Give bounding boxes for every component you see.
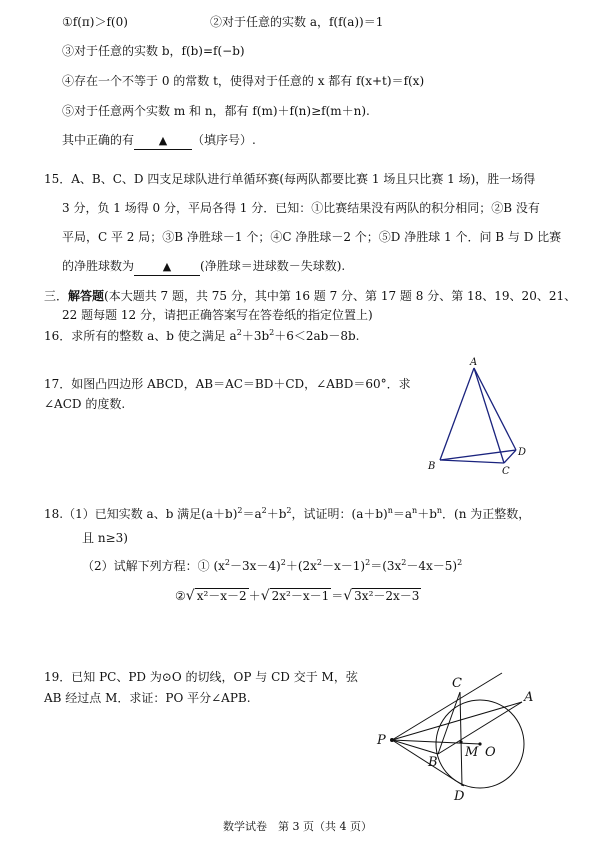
q18-eq2-label: ② (175, 589, 186, 603)
radical-sign-3: √ (343, 588, 353, 604)
q19-label-c: C (452, 676, 462, 691)
q18-eq2-plus: ＋ (248, 589, 261, 603)
q17-label-c: C (502, 466, 510, 476)
q15-line-2: 3 分，负 1 场得 0 分，平局各得 1 分．已知：①比赛结果没有两队的积分相同；②B 没有 (62, 201, 540, 215)
q18-part-2 (82, 558, 462, 574)
q17-label-b: B (428, 461, 436, 472)
q18-radicand-1: x²－x－2 (196, 589, 247, 603)
q16-text (44, 328, 359, 344)
q16-text-c: ＋6＜2ab－8b. (274, 329, 360, 343)
q18-p2-sup6: 2 (457, 558, 463, 567)
q19-point-p (390, 738, 394, 742)
q18-p1-sup3: 2 (286, 506, 292, 515)
q19-line-2: AB 经过点 M．求证：PO 平分∠APB. (44, 691, 251, 705)
q19-segment-pa (392, 702, 522, 740)
q17-line-2: ∠ACD 的度数. (44, 397, 126, 411)
q17-quadrilateral-figure (420, 356, 540, 476)
q18-p1-c: ＋b (266, 507, 287, 521)
q18-p2-c: ＋(2x (285, 559, 317, 573)
q16-text-b: ＋3b (241, 329, 270, 343)
q14-item-5: ⑤对于任意两个实数 m 和 n，都有 f(m)＋f(n)≥f(m＋n). (62, 104, 370, 118)
q18-p2-a: （2）试解下列方程：① (x (82, 559, 225, 573)
radical-sign-1: √ (185, 588, 195, 604)
q18-p1-sup4: n (387, 506, 393, 515)
q14-item-1: ①f(π)＞f(0) (62, 15, 128, 29)
q18-p2-sup4: 2 (365, 558, 371, 567)
q16-sup-2: 2 (269, 328, 275, 337)
q19-label-p: P (377, 733, 386, 748)
q19-label-a: A (524, 690, 534, 705)
q18-p2-e: ＝(3x (370, 559, 402, 573)
q18-radicand-3: 3x²－2x－3 (354, 589, 420, 603)
q15-line-1: 15．A、B、C、D 四支足球队进行单循环赛(每两队都要比赛 1 场且只比赛 1 场)，胜一场得 (44, 172, 536, 186)
q19-label-b: B (428, 755, 438, 770)
q18-p1-e: ＝a (392, 507, 413, 521)
q14-prompt (62, 132, 256, 150)
section3-number: 三． (44, 289, 69, 303)
q14-prompt-text: 其中正确的有 (62, 133, 135, 147)
q14-answer-blank: ▲ (134, 133, 192, 150)
section3-title: 解答题 (68, 289, 105, 303)
q14-item-2: ②对于任意的实数 a，f(f(a))＝1 (210, 15, 384, 29)
q18-p2-sup5: 2 (401, 558, 407, 567)
q19-label-o: O (485, 745, 496, 760)
q18-p2-sup1: 2 (224, 558, 230, 567)
section3-note-line-2: 22 题每题 12 分，请把正确答案写在答卷纸的指定位置上) (62, 308, 373, 322)
q19-chord-ab (438, 702, 522, 754)
q18-p1-g: ．(n 为正整数， (442, 507, 531, 521)
q18-radicand-2: 2x²－x－1 (271, 589, 330, 603)
q19-label-m: M (465, 745, 479, 760)
q16-sup-1: 2 (236, 328, 242, 337)
q17-label-a: A (470, 357, 478, 368)
section3-note: (本大题共 7 题，共 75 分，其中第 16 题 7 分、第 17 题 8 分、第 18、19、20、21、 (104, 289, 577, 303)
q18-p2-sup3: 2 (316, 558, 323, 567)
q18-eq2-equals: ＝ (331, 589, 344, 603)
q15-prompt-text: 的净胜球数为 (62, 259, 135, 273)
q14-prompt-suffix: （填序号）. (192, 133, 256, 147)
q19-point-o (478, 742, 481, 745)
q18-p2-f: －4x－5) (406, 559, 458, 573)
q19-line-1: 19．已知 PC、PD 为⊙O 的切线，OP 与 CD 交于 M，弦 (44, 670, 358, 684)
q17-segment-bc (440, 460, 504, 463)
q19-circle-tangent-figure (372, 668, 540, 806)
q18-p2-b: －3x－4) (230, 559, 281, 573)
q18-p1-sup2: 2 (261, 506, 267, 515)
q18-p1-sup6: n (436, 506, 443, 515)
q18-part-1 (44, 506, 530, 522)
radical-sign-2: √ (260, 588, 270, 604)
q17-segment-ac (474, 368, 504, 463)
q18-equation-2 (175, 588, 421, 604)
q17-segment-ad (474, 368, 516, 450)
q15-answer-blank: ▲ (134, 259, 200, 276)
q15-line-3: 平局，C 平 2 局；③B 净胜球－1 个；④C 净胜球－2 个；⑤D 净胜球 1 个．问 B 与 D 比赛 (62, 230, 562, 244)
q14-item-4: ④存在一个不等于 0 的常数 t，使得对于任意的 x 都有 f(x+t)＝f(x) (62, 74, 425, 88)
q18-p1-f: ＋b (417, 507, 437, 521)
q18-p1-b: ＝a (242, 507, 262, 521)
q19-label-d: D (454, 789, 465, 804)
section3-heading (44, 288, 576, 304)
page-footer: 数学试卷 第 3 页（共 4 页） (223, 820, 372, 833)
q18-p2-sup2: 2 (280, 558, 286, 567)
q16-text-a: 16．求所有的整数 a、b 使之满足 a (44, 329, 237, 343)
q17-label-d: D (518, 447, 527, 458)
q17-segment-bd (440, 450, 516, 460)
q17-segment-ab (440, 368, 474, 460)
q18-part-1-line-2: 且 n≥3) (82, 531, 128, 545)
q15-prompt-suffix: (净胜球＝进球数－失球数). (200, 259, 346, 273)
q18-p1-sup1: 2 (237, 506, 243, 515)
q14-item-3: ③对于任意的实数 b，f(b)=f(−b) (62, 44, 245, 58)
q18-p1-d: ，试证明：(a＋b) (291, 507, 388, 521)
q17-line-1: 17．如图凸四边形 ABCD，AB＝AC＝BD＋CD，∠ABD＝60°．求 (44, 377, 411, 391)
q18-p1-sup5: n (412, 506, 418, 515)
q18-p1-a: 18.（1）已知实数 a、b 满足(a＋b) (44, 507, 238, 521)
q18-p2-d: －x－1) (322, 559, 366, 573)
q15-line-4 (62, 258, 345, 276)
q19-point-m (459, 740, 462, 743)
